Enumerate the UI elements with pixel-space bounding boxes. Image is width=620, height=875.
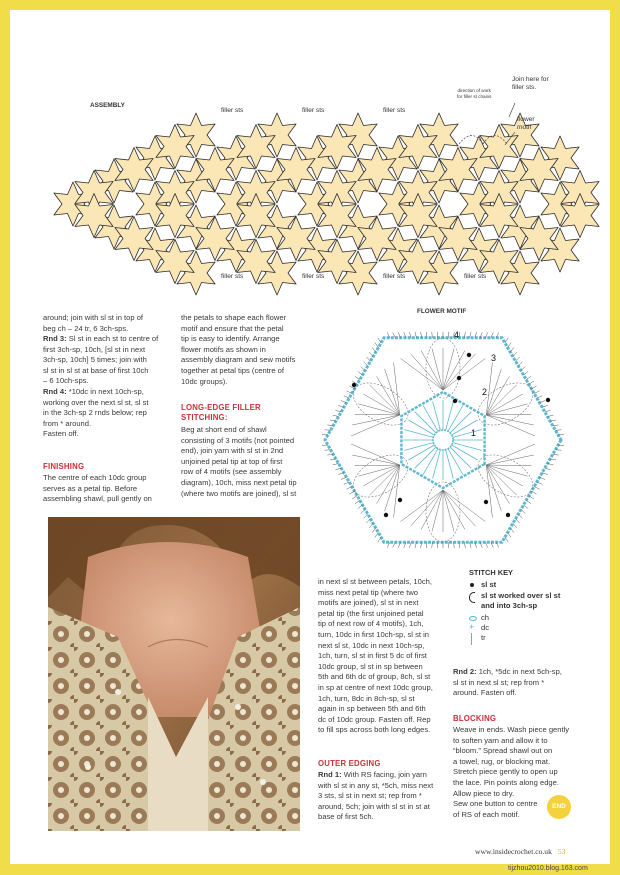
dc-tick <box>526 376 531 380</box>
sl-st-dot <box>546 398 550 402</box>
dc-tick <box>464 542 465 548</box>
rnd1-label: Rnd 1: <box>318 770 342 779</box>
direction-note: direction of work for filler st chains <box>457 88 492 99</box>
sl-st-dot <box>506 513 510 517</box>
finishing-text: The centre of each 10dc group serves as a petal tip. Before assembling shawl, pull gently on <box>43 473 152 504</box>
blocking-text: Weave in ends. Wash piece gently to soften yarn and allow it to “bloom.” Spread shawl out on a towel, rug, or blocking mat. Stretch piece gently to open up the lace. Pin points along edge. Allow piece to dry. Sew one button to centre of RS of each motif. <box>453 725 570 819</box>
footer <box>475 847 565 856</box>
long-edge-text: Beg at short end of shawl consisting of 3 motifs (not pointed end), join yarn with sl st in 2nd unjoined petal tip at top of first row of 4 motifs (see assembly diagram), 10ch, miss next petal tip (where two motifs are joined), sl st <box>181 425 297 498</box>
rnd1-paragraph <box>318 770 473 823</box>
centre-tr-stitch <box>433 401 441 430</box>
centre-tr-stitch <box>433 450 441 479</box>
centre-tr-stitch <box>453 430 482 438</box>
tr-stitch <box>443 358 485 390</box>
dc-tick <box>510 347 514 352</box>
tr-stitch <box>352 455 399 465</box>
dc-tick <box>366 357 370 361</box>
dc-tick <box>534 486 539 489</box>
tr-stitch <box>358 404 399 415</box>
dc-tick <box>432 332 433 338</box>
rnd3-text: Sl st in each st to centre of first 3ch-sp, 10ch, [sl st in next 3ch-sp, 10ch] 5 times; join with sl st in sl st at base of first 10ch – 6 10ch-sps. <box>43 334 159 386</box>
star-motif-grid <box>54 113 599 295</box>
dc-tick <box>372 528 376 533</box>
dc-tick <box>524 371 529 375</box>
dc-tick <box>355 500 360 504</box>
dc-tick <box>521 367 525 371</box>
long-edge-heading: LONG-EDGE FILLER STITCHING: <box>181 403 261 422</box>
sl-st-dot <box>453 399 457 403</box>
dc-tick <box>333 415 339 416</box>
key-item-sl-st <box>469 580 599 591</box>
tr-stitch <box>394 465 400 518</box>
tr-stitch <box>486 465 501 511</box>
dc-tick <box>325 430 331 431</box>
join-note: Join here for filler sts. <box>512 76 549 91</box>
tr-stitch <box>401 490 443 522</box>
dc-tick <box>375 532 378 537</box>
dc-tick <box>355 376 360 380</box>
dc-tick <box>366 519 370 523</box>
dc-tick <box>369 352 373 357</box>
dc-tick <box>518 514 522 518</box>
filler-label-bottom: filler sts <box>464 273 487 280</box>
dc-tick <box>545 468 551 470</box>
dc-tick <box>358 505 363 509</box>
dc-tick <box>513 352 517 357</box>
dc-tick <box>516 357 520 361</box>
dc-tick <box>341 477 347 479</box>
round-marker: 1 <box>471 428 477 438</box>
dc-tick <box>526 500 531 504</box>
tr-stitch <box>385 465 400 511</box>
filler-label-bottom: filler sts <box>383 273 406 280</box>
finishing-heading: FINISHING <box>43 462 85 471</box>
rnd2-label: Rnd 2: <box>453 667 477 676</box>
key-item-tr <box>469 633 599 647</box>
tr-stitch <box>385 369 400 415</box>
dc-tick <box>508 532 511 537</box>
key-item-sl-st-over <box>469 591 599 613</box>
stitch-key-list <box>469 580 599 647</box>
tr-stitch <box>443 351 465 390</box>
sl-st-dot <box>384 513 388 517</box>
tr-stitch <box>486 415 535 436</box>
centre-tr-stitch <box>453 443 482 451</box>
col1-intro-text: around; join with sl st in top of beg ch – 24 tr, 6 3ch-sps. <box>43 313 144 333</box>
filler-label-bottom: filler sts <box>221 273 244 280</box>
flower-motif-note: flower motif <box>517 116 535 131</box>
dc-tick <box>524 505 529 509</box>
tr-stitch <box>351 444 400 465</box>
tr-stitch <box>352 415 399 425</box>
key-label: sl st worked over sl st and into 3ch-sp <box>481 591 561 610</box>
rnd3-label: Rnd 3: <box>43 334 67 343</box>
tr-stitch <box>486 369 501 415</box>
sl-st-dot <box>457 376 461 380</box>
dc-tick <box>432 542 433 548</box>
key-item-dc <box>469 623 599 633</box>
tr-stitch <box>355 465 400 466</box>
dc-tick <box>378 338 381 343</box>
tr-stitch <box>394 362 400 415</box>
dc-tick <box>364 514 368 518</box>
sl-st-dot <box>467 353 471 357</box>
dc-tick <box>344 396 349 398</box>
col2-intro-text: the petals to shape each flower motif and ensure that the petal tip is easy to identify. Arrange flower motifs as shown in assembly diagram and sew motifs together at petal tips (centre of 10dc groups). <box>181 313 296 386</box>
dc-tick <box>521 509 525 513</box>
filler-label-top: filler sts <box>221 107 244 114</box>
dc-tick <box>415 332 417 338</box>
centre-tr-stitch <box>404 443 433 451</box>
sl-st-over-symbol-icon <box>469 592 475 603</box>
centre-tr-stitch <box>404 430 433 438</box>
key-label: sl st <box>481 580 497 589</box>
centre-tr-stitch <box>446 401 454 430</box>
rnd3-paragraph <box>43 334 188 387</box>
filler-label-top: filler sts <box>302 107 325 114</box>
dc-tick <box>361 509 365 513</box>
key-item-ch <box>469 613 599 623</box>
dc-tick <box>505 537 508 542</box>
sl-st-dot <box>352 383 356 387</box>
rnd2-text: 1ch, *5dc in next 5ch-sp, sl st in next sl st; rep from * around. Fasten off. <box>453 667 562 698</box>
sl-st-symbol-icon <box>470 583 474 587</box>
rnd4-text: *10dc in next 10ch-sp, working over the next sl st, sl st in the 3ch-sp 2 rnds below; rep from * around. Fasten off. <box>43 387 149 439</box>
round-marker: 3 <box>491 353 497 363</box>
dc-symbol-icon: + <box>469 622 475 632</box>
flower-motif-chart <box>318 315 568 565</box>
round-marker: 4 <box>454 330 460 340</box>
tr-stitch <box>351 415 400 436</box>
tr-stitch <box>486 465 492 518</box>
assembly-title: ASSEMBLY <box>90 102 125 109</box>
dc-tick <box>513 523 517 528</box>
watermark: tijzhou2010.blog.163.com <box>508 865 588 872</box>
sl-st-dot <box>484 500 488 504</box>
tr-stitch <box>401 358 443 390</box>
end-badge: END <box>547 795 571 819</box>
blocking-heading: BLOCKING <box>453 714 497 723</box>
key-label: dc <box>481 623 490 632</box>
flower-motif-title: FLOWER MOTIF <box>417 308 467 315</box>
dc-tick <box>369 523 373 528</box>
dc-tick <box>378 537 381 542</box>
tr-stitch <box>486 414 531 415</box>
stitch-key-title: STITCH KEY <box>469 568 513 577</box>
filler-label-top: filler sts <box>383 107 406 114</box>
round-marker: 2 <box>482 387 488 397</box>
centre-ring <box>433 430 453 450</box>
dc-tick <box>508 343 511 348</box>
tr-stitch <box>443 490 485 522</box>
sl-st-dot <box>398 498 402 502</box>
tr-symbol-icon <box>471 633 472 645</box>
outer-edging-heading: OUTER EDGING <box>318 759 381 768</box>
dc-tick <box>555 430 561 431</box>
tr-stitch <box>486 444 535 465</box>
dc-tick <box>372 347 376 352</box>
rnd4-label: Rnd 4: <box>43 387 67 396</box>
dc-tick <box>505 338 508 343</box>
dc-tick <box>358 371 363 375</box>
assembly-diagram <box>10 65 610 305</box>
dc-tick <box>375 343 378 348</box>
magazine-page <box>10 10 610 864</box>
page-number: 53 <box>557 847 566 856</box>
dc-tick <box>364 362 368 366</box>
tr-stitch <box>421 490 443 529</box>
tr-stitch <box>486 455 533 465</box>
tr-stitch <box>421 351 443 390</box>
dc-tick <box>361 367 365 371</box>
footer-site: www.insidecrochet.co.uk <box>475 847 552 856</box>
chart-drawing <box>322 330 564 548</box>
key-label: tr <box>481 633 486 642</box>
dc-tick <box>510 528 514 533</box>
dc-tick <box>537 396 542 398</box>
tr-stitch <box>355 414 400 415</box>
tr-stitch <box>486 415 533 425</box>
rnd2-paragraph <box>453 667 603 699</box>
tr-stitch <box>486 465 531 466</box>
key-label: ch <box>481 613 490 622</box>
col3-text: in next sl st between petals, 10ch, miss next petal tip (where two motifs are joined), sl st in next petal tip (the first unjoined petal tip of next row of 4 motifs), 1ch, turn, 10dc in first 10ch-sp, sl st in next sl st, 10dc in next 10ch-sp, 1ch, turn, sl st in first 5 dc of first 10dc group, sl st in sp between 5th and 6th dc of group, 8ch, sl st in sp at centre of next 10dc group, 1ch, turn, 8dc in 8ch-sp, sl st again in sp between 5th and 6th dc of 10dc group. Fasten off. Rep to fill sps across both long edges. <box>318 577 433 735</box>
tr-stitch <box>486 362 492 415</box>
ch-symbol-icon <box>469 616 477 621</box>
dc-tick <box>352 496 357 499</box>
tr-stitch <box>486 465 527 476</box>
rnd4-paragraph <box>43 387 188 440</box>
join-pointer-line <box>509 103 515 117</box>
rnd1-text: With RS facing, join yarn with sl st in any st, *5ch, miss next 3 sts, sl st in next st; rep from * around, 5ch; join with sl st in st at base of first 5ch. <box>318 770 434 822</box>
dc-tick <box>553 454 559 455</box>
centre-tr-stitch <box>446 450 454 479</box>
dc-tick <box>516 519 520 523</box>
tr-stitch <box>443 490 465 529</box>
shawl-photo <box>48 517 300 831</box>
filler-label-bottom: filler sts <box>302 273 325 280</box>
dc-tick <box>518 362 522 366</box>
